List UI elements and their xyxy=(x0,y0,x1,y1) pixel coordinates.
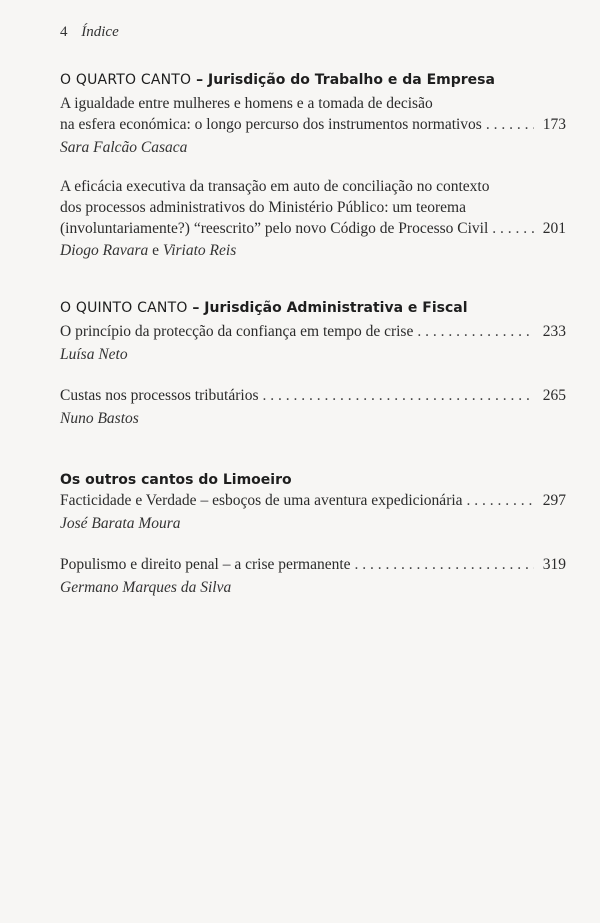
entry-page-number: 297 xyxy=(542,492,566,509)
dot-leader xyxy=(355,554,534,575)
entry-page-number: 319 xyxy=(542,556,566,573)
dot-leader xyxy=(417,321,534,342)
author-name: Diogo Ravara xyxy=(60,242,149,259)
entry-author xyxy=(60,346,128,364)
author-name: Nuno Bastos xyxy=(60,410,139,427)
entry-author xyxy=(60,139,187,157)
running-title: Índice xyxy=(81,24,119,40)
entry-author xyxy=(60,579,231,597)
author-name: Luísa Neto xyxy=(60,346,128,363)
section-title-lead: O QUINTO CANTO xyxy=(60,300,188,316)
section-title-outros-cantos xyxy=(60,472,292,488)
page-number: 4 xyxy=(60,24,68,40)
author-name: Germano Marques da Silva xyxy=(60,579,232,596)
author-name: Viriato Reis xyxy=(162,242,237,259)
entry-title-line: A eficácia executiva da transação em auto de conciliação no contexto xyxy=(60,178,490,195)
entry-author xyxy=(60,515,181,533)
toc-entry[interactable] xyxy=(60,554,566,575)
dot-leader xyxy=(262,385,534,406)
dot-leader xyxy=(492,218,534,239)
section-title-rest: – Jurisdição do Trabalho e da Empresa xyxy=(191,72,495,88)
section-title-quarto-canto xyxy=(60,72,495,88)
entry-title-line: Populismo e direito penal – a crise permanente xyxy=(60,556,351,573)
author-conjunction: e xyxy=(148,242,163,259)
section-title-quinto-canto xyxy=(60,300,468,316)
entry-author xyxy=(60,242,236,260)
entry-page-number: 201 xyxy=(542,220,566,237)
section-title-rest: – Jurisdição Administrativa e Fiscal xyxy=(187,300,468,316)
entry-title-line: Custas nos processos tributários xyxy=(60,387,259,404)
section-title-lead: O QUARTO CANTO xyxy=(60,72,192,88)
entry-title-line: na esfera económica: o longo percurso dos instrumentos normativos xyxy=(60,116,482,133)
toc-entry[interactable] xyxy=(60,321,566,342)
dot-leader xyxy=(467,490,534,511)
entry-page-number: 265 xyxy=(542,387,566,404)
entry-title-line: O princípio da protecção da confiança em tempo de crise xyxy=(60,323,414,340)
author-name: Sara Falcão Casaca xyxy=(60,139,188,156)
toc-entry[interactable] xyxy=(60,490,566,511)
entry-page-number: 173 xyxy=(542,116,566,133)
running-head xyxy=(60,24,119,41)
entry-title-line: (involuntariamente?) “reescrito” pelo novo Código de Processo Civil xyxy=(60,220,489,237)
entry-title-line: Facticidade e Verdade – esboços de uma aventura expedicionária xyxy=(60,492,463,509)
entry-author xyxy=(60,410,139,428)
toc-entry[interactable] xyxy=(60,385,566,406)
section-title-lead: Os outros cantos do Limoeiro xyxy=(60,472,292,488)
author-name: José Barata Moura xyxy=(60,515,181,532)
entry-page-number: 233 xyxy=(542,323,566,340)
entry-title-line: dos processos administrativos do Ministério Público: um teorema xyxy=(60,199,466,216)
toc-entry[interactable] xyxy=(60,176,566,239)
entry-title-line: A igualdade entre mulheres e homens e a tomada de decisão xyxy=(60,95,433,112)
dot-leader xyxy=(486,114,534,135)
toc-entry[interactable] xyxy=(60,93,566,135)
